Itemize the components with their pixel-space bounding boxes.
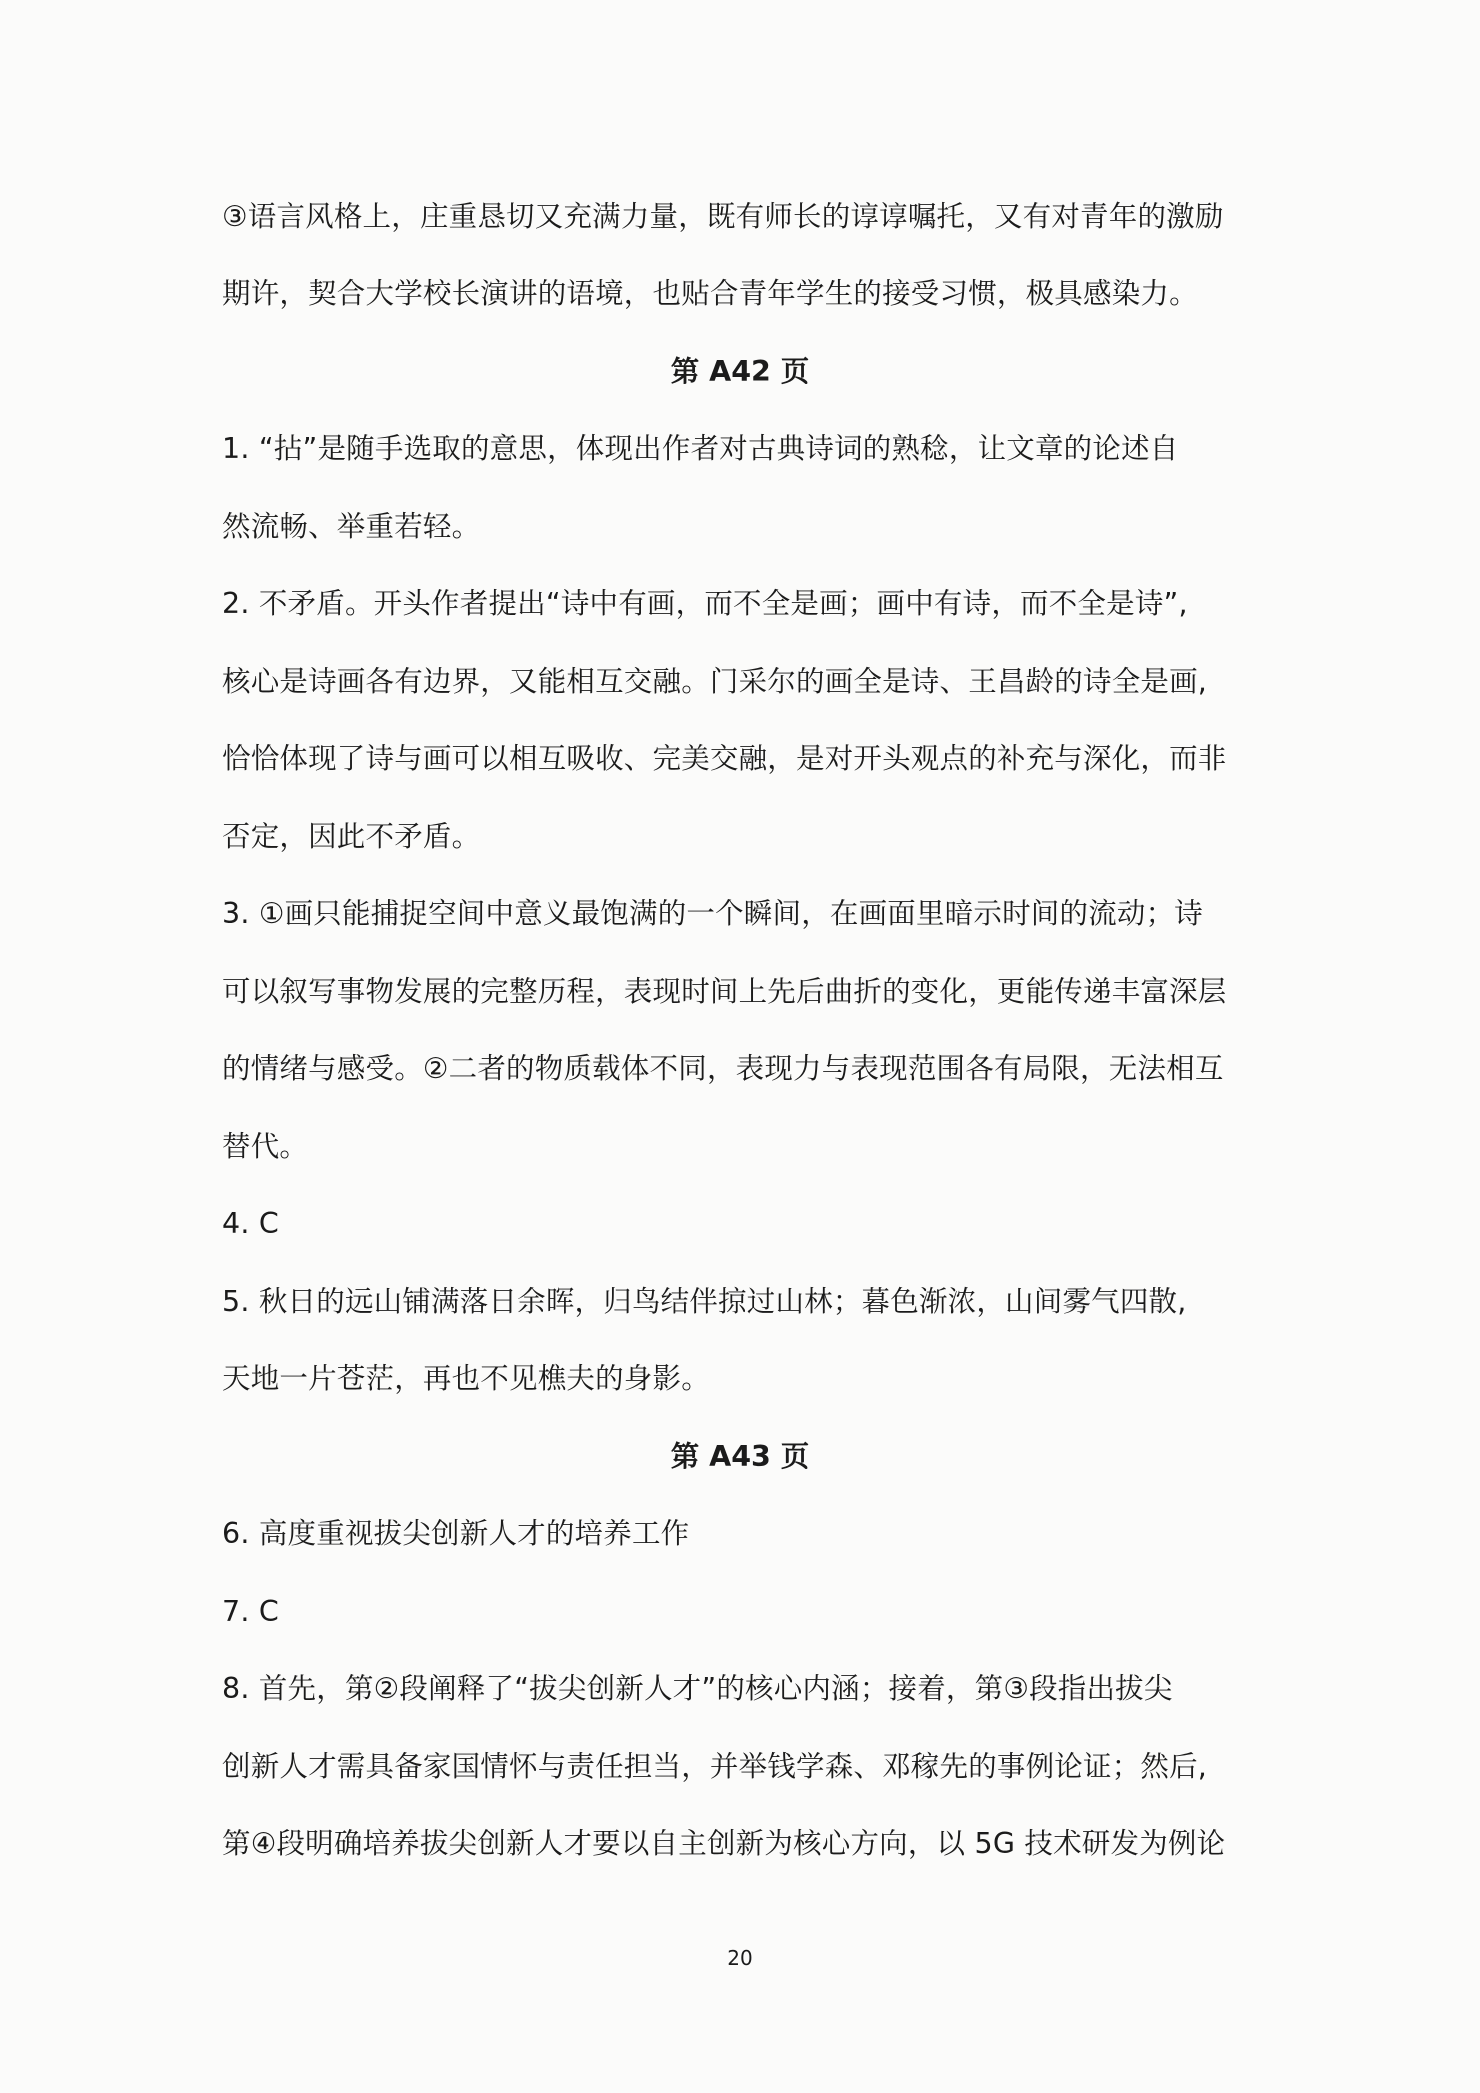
answer-line: 否定，因此不矛盾。 — [222, 820, 481, 853]
answer-line: 7. C — [222, 1595, 279, 1628]
answer-line: 恰恰体现了诗与画可以相互吸收、完美交融，是对开头观点的补充与深化，而非 — [222, 742, 1227, 775]
answer-line: 创新人才需具备家国情怀与责任担当，并举钱学森、邓稼先的事例论证；然后, — [222, 1750, 1208, 1783]
answer-line: 然流畅、举重若轻。 — [222, 510, 481, 543]
answer-line: 2. 不矛盾。开头作者提出“诗中有画，而不全是画；画中有诗，而不全是诗”, — [222, 587, 1188, 620]
section-heading-a42: 第 A42 页 — [670, 355, 810, 388]
answer-line: 4. C — [222, 1207, 279, 1240]
answer-line: 3. ①画只能捕捉空间中意义最饱满的一个瞬间，在画面里暗示时间的流动；诗 — [222, 897, 1204, 930]
answer-line: 6. 高度重视拔尖创新人才的培养工作 — [222, 1517, 690, 1550]
answer-line: 8. 首先，第②段阐释了“拔尖创新人才”的核心内涵；接着，第③段指出拔尖 — [222, 1672, 1173, 1705]
page-number: 20 — [727, 1946, 753, 1970]
answer-line: 核心是诗画各有边界，又能相互交融。门采尔的画全是诗、王昌龄的诗全是画, — [222, 665, 1208, 698]
answer-line: 5. 秋日的远山铺满落日余晖，归鸟结伴掠过山林；暮色渐浓，山间雾气四散, — [222, 1285, 1187, 1318]
answer-line: 可以叙写事物发展的完整历程，表现时间上先后曲折的变化，更能传递丰富深层 — [222, 975, 1227, 1008]
intro-line-2: 期许，契合大学校长演讲的语境，也贴合青年学生的接受习惯，极具感染力。 — [222, 277, 1198, 310]
section-heading-a43: 第 A43 页 — [670, 1440, 810, 1473]
intro-line-1: ③语言风格上，庄重恳切又充满力量，既有师长的谆谆嘱托，又有对青年的激励 — [222, 200, 1224, 233]
answer-line: 1. “拈”是随手选取的意思，体现出作者对古典诗词的熟稔，让文章的论述自 — [222, 432, 1179, 465]
answer-line: 的情绪与感受。②二者的物质载体不同，表现力与表现范围各有局限，无法相互 — [222, 1052, 1224, 1085]
answer-line: 天地一片苍茫，再也不见樵夫的身影。 — [222, 1362, 710, 1395]
answer-line: 替代。 — [222, 1130, 309, 1163]
answer-line: 第④段明确培养拔尖创新人才要以自主创新为核心方向，以 5G 技术研发为例论 — [222, 1827, 1226, 1860]
